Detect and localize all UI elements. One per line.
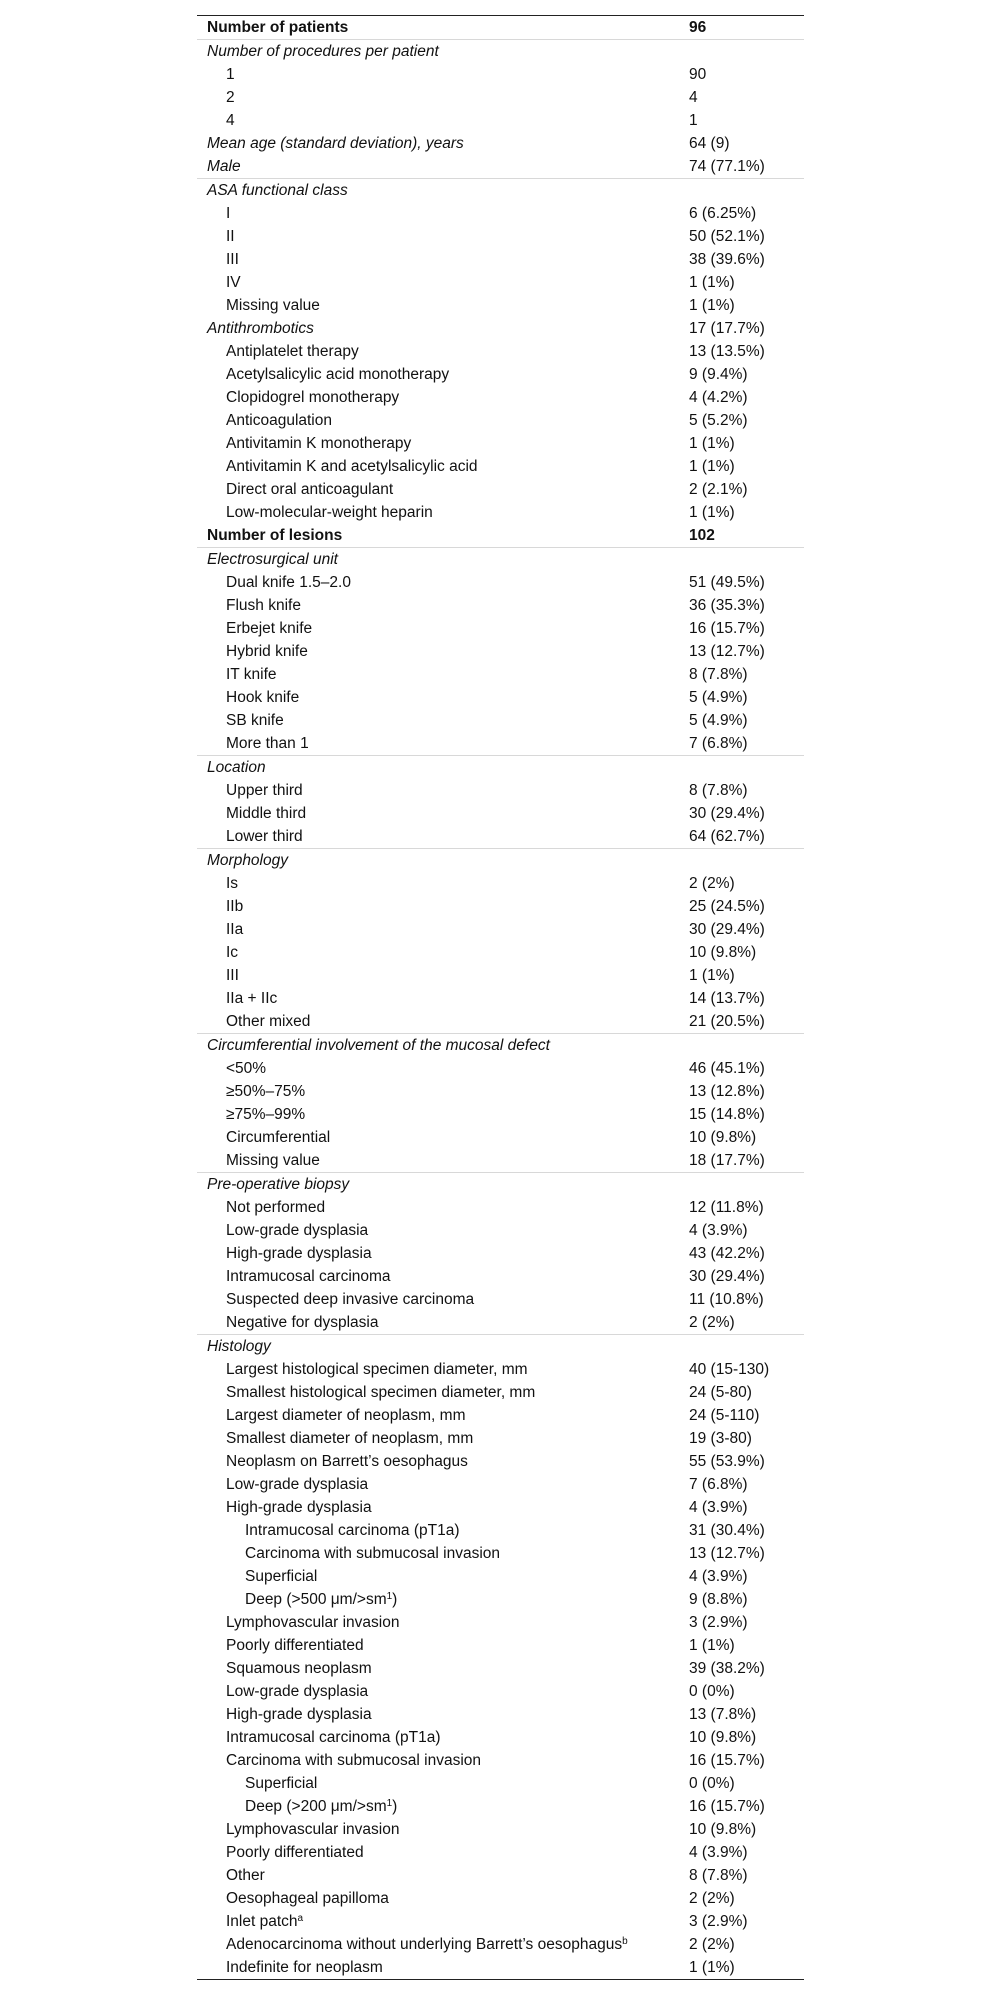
table-row [197, 872, 804, 895]
row-value: 1 (1%) [689, 435, 735, 452]
table-row [197, 1519, 804, 1542]
table-row [197, 848, 804, 872]
row-value: 3 (2.9%) [689, 1913, 748, 1930]
row-label: Poorly differentiated [226, 1637, 364, 1654]
table-row [197, 317, 804, 340]
row-label: Suspected deep invasive carcinoma [226, 1291, 475, 1308]
row-value: 1 (1%) [689, 274, 735, 291]
table-row [197, 709, 804, 732]
table-row [197, 1565, 804, 1588]
row-label: Missing value [226, 1152, 320, 1169]
table-row [197, 1634, 804, 1657]
table-row [197, 178, 804, 202]
row-value: 15 (14.8%) [689, 1106, 765, 1123]
table-row [197, 640, 804, 663]
table-row [197, 524, 804, 547]
row-value: 21 (20.5%) [689, 1013, 765, 1030]
table-row [197, 1057, 804, 1080]
row-label: IV [226, 274, 241, 291]
row-label: Intramucosal carcinoma [226, 1268, 391, 1285]
table-row [197, 732, 804, 755]
row-label: Ic [226, 944, 239, 961]
table-row [197, 39, 804, 63]
table-row [197, 663, 804, 686]
table-row [197, 571, 804, 594]
table-row [197, 1473, 804, 1496]
row-value: 43 (42.2%) [689, 1245, 765, 1262]
row-value: 96 [689, 19, 707, 36]
row-label: High-grade dysplasia [226, 1499, 372, 1516]
row-value: 1 (1%) [689, 504, 735, 521]
table-row [197, 1841, 804, 1864]
table-row [197, 1496, 804, 1519]
row-label: ≥50%–75% [226, 1083, 306, 1100]
table-row [197, 941, 804, 964]
row-value: 19 (3-80) [689, 1430, 752, 1447]
table-row [197, 547, 804, 571]
table-row [197, 1381, 804, 1404]
row-value: 38 (39.6%) [689, 251, 765, 268]
row-value: 2 (2%) [689, 1936, 735, 1953]
table-row [197, 1680, 804, 1703]
row-label: Superficial [245, 1775, 318, 1792]
row-label: Direct oral anticoagulant [226, 481, 394, 498]
row-value: 5 (5.2%) [689, 412, 748, 429]
table-row [197, 1864, 804, 1887]
table-row [197, 363, 804, 386]
row-label: III [226, 967, 239, 984]
table-row [197, 1910, 804, 1933]
row-label: Hook knife [226, 689, 300, 706]
row-label: Intramucosal carcinoma (pT1a) [245, 1522, 460, 1539]
row-label: Largest diameter of neoplasm, mm [226, 1407, 466, 1424]
row-value: 18 (17.7%) [689, 1152, 765, 1169]
table-row [197, 1450, 804, 1473]
row-label: Superficial [245, 1568, 318, 1585]
row-label: Antithrombotics [207, 320, 314, 337]
row-value: 74 (77.1%) [689, 158, 765, 175]
row-label: IIa [226, 921, 244, 938]
row-label: Middle third [226, 805, 307, 822]
row-value: 17 (17.7%) [689, 320, 765, 337]
row-value: 6 (6.25%) [689, 205, 757, 222]
table-row [197, 1749, 804, 1772]
row-value: 2 (2%) [689, 875, 735, 892]
row-value: 4 [689, 89, 698, 106]
row-label: Other [226, 1867, 265, 1884]
table-row [197, 86, 804, 109]
row-label: Low-grade dysplasia [226, 1222, 369, 1239]
row-label: Smallest histological specimen diameter, mm [226, 1384, 536, 1401]
row-value: 13 (12.7%) [689, 1545, 765, 1562]
row-value: 16 (15.7%) [689, 620, 765, 637]
row-value: 25 (24.5%) [689, 898, 765, 915]
table-row [197, 964, 804, 987]
table-row [197, 918, 804, 941]
row-label: 4 [226, 112, 235, 129]
row-value: 10 (9.8%) [689, 1821, 757, 1838]
table-row [197, 1080, 804, 1103]
row-label: Carcinoma with submucosal invasion [226, 1752, 482, 1769]
row-label: Location [207, 759, 266, 776]
table-row [197, 1010, 804, 1033]
row-value: 0 (0%) [689, 1683, 735, 1700]
row-label: More than 1 [226, 735, 309, 752]
row-label: Missing value [226, 297, 320, 314]
table-row [197, 1611, 804, 1634]
table-row [197, 63, 804, 86]
table-row [197, 1887, 804, 1910]
row-value: 4 (3.9%) [689, 1222, 748, 1239]
table-row [197, 455, 804, 478]
table-row [197, 1427, 804, 1450]
table-row [197, 1126, 804, 1149]
row-value: 24 (5-110) [689, 1407, 760, 1424]
row-label: II [226, 228, 235, 245]
row-label: Hybrid knife [226, 643, 308, 660]
row-value: 3 (2.9%) [689, 1614, 748, 1631]
row-value: 31 (30.4%) [689, 1522, 765, 1539]
row-value: 90 [689, 66, 707, 83]
row-value: 4 (4.2%) [689, 389, 748, 406]
row-label: ASA functional class [207, 182, 348, 199]
row-value: 9 (9.4%) [689, 366, 748, 383]
row-value: 64 (9) [689, 135, 730, 152]
row-label: Dual knife 1.5–2.0 [226, 574, 351, 591]
row-value: 13 (13.5%) [689, 343, 765, 360]
row-value: 2 (2.1%) [689, 481, 748, 498]
row-value: 13 (12.8%) [689, 1083, 765, 1100]
table-row [197, 779, 804, 802]
row-label: Squamous neoplasm [226, 1660, 372, 1677]
row-label: Carcinoma with submucosal invasion [245, 1545, 501, 1562]
row-label: Morphology [207, 852, 288, 869]
row-value: 16 (15.7%) [689, 1752, 765, 1769]
row-value: 7 (6.8%) [689, 735, 748, 752]
table-row [197, 1542, 804, 1565]
row-label: Mean age (standard deviation), years [207, 135, 464, 152]
row-label: Antiplatelet therapy [226, 343, 359, 360]
table-row [197, 409, 804, 432]
table-row [197, 825, 804, 848]
table-row [197, 1334, 804, 1358]
row-value: 13 (7.8%) [689, 1706, 757, 1723]
row-label: Antivitamin K monotherapy [226, 435, 412, 452]
row-value: 1 (1%) [689, 297, 735, 314]
table-row [197, 294, 804, 317]
table-row [197, 132, 804, 155]
row-value: 10 (9.8%) [689, 1129, 757, 1146]
table-row [197, 617, 804, 640]
row-value: 2 (2%) [689, 1314, 735, 1331]
row-value: 1 (1%) [689, 458, 735, 475]
row-label: III [226, 251, 239, 268]
row-label: Circumferential [226, 1129, 331, 1146]
row-label: Number of lesions [207, 527, 343, 544]
row-label: High-grade dysplasia [226, 1706, 372, 1723]
table-row [197, 1103, 804, 1126]
table-row [197, 1818, 804, 1841]
row-label: Low-grade dysplasia [226, 1476, 369, 1493]
row-value: 4 (3.9%) [689, 1844, 748, 1861]
footnote-marker: 1 [386, 1798, 393, 1809]
row-label: IIb [226, 898, 244, 915]
row-label: Lower third [226, 828, 303, 845]
row-value: 30 (29.4%) [689, 921, 765, 938]
row-value: 10 (9.8%) [689, 1729, 757, 1746]
table-row [197, 1404, 804, 1427]
table-row [197, 1657, 804, 1680]
table-row [197, 271, 804, 294]
table-row [197, 1219, 804, 1242]
row-label: Deep (>200 $\mu m/>sm^1$) [245, 1798, 398, 1815]
row-label: Acetylsalicylic acid monotherapy [226, 366, 450, 383]
row-value: 30 (29.4%) [689, 1268, 765, 1285]
row-label: Male [207, 158, 241, 175]
row-label: ≥75%–99% [226, 1106, 306, 1123]
row-label: Is [226, 875, 239, 892]
table-row [197, 1242, 804, 1265]
row-value: 10 (9.8%) [689, 944, 757, 961]
table-row [197, 1172, 804, 1196]
row-value: 8 (7.8%) [689, 782, 748, 799]
row-value: 7 (6.8%) [689, 1476, 748, 1493]
row-label: Intramucosal carcinoma (pT1a) [226, 1729, 441, 1746]
row-label: IIa + IIc [226, 990, 278, 1007]
table-row [197, 802, 804, 825]
row-label: Number of procedures per patient [207, 43, 439, 60]
table-row [197, 594, 804, 617]
table-row [197, 686, 804, 709]
table-row [197, 895, 804, 918]
row-label: 1 [226, 66, 235, 83]
row-value: 39 (38.2%) [689, 1660, 765, 1677]
row-label: I [226, 205, 231, 222]
row-value: 4 (3.9%) [689, 1499, 748, 1516]
row-value: 1 (1%) [689, 1637, 735, 1654]
table-row [197, 202, 804, 225]
row-value: 16 (15.7%) [689, 1798, 765, 1815]
row-label: Number of patients [207, 19, 349, 36]
row-label: IT knife [226, 666, 277, 683]
table-row [197, 1288, 804, 1311]
table-row [197, 1358, 804, 1381]
row-label: Not performed [226, 1199, 326, 1216]
row-label: Lymphovascular invasion [226, 1614, 400, 1631]
table-row [197, 16, 804, 39]
row-label: Neoplasm on Barrett’s oesophagus [226, 1453, 468, 1470]
row-label: <50% [226, 1060, 267, 1077]
table-row [197, 340, 804, 363]
row-label: Largest histological specimen diameter, mm [226, 1361, 528, 1378]
row-value: 14 (13.7%) [689, 990, 765, 1007]
row-value: 24 (5-80) [689, 1384, 752, 1401]
row-label: Other mixed [226, 1013, 311, 1030]
row-label: Oesophageal papilloma [226, 1890, 389, 1907]
row-label: Clopidogrel monotherapy [226, 389, 400, 406]
row-value: 55 (53.9%) [689, 1453, 765, 1470]
row-value: 1 [689, 112, 698, 129]
row-label: High-grade dysplasia [226, 1245, 372, 1262]
row-value: 51 (49.5%) [689, 574, 765, 591]
row-value: 11 (10.8%) [689, 1291, 764, 1308]
row-value: 30 (29.4%) [689, 805, 765, 822]
row-label: Anticoagulation [226, 412, 332, 429]
row-label: Smallest diameter of neoplasm, mm [226, 1430, 474, 1447]
row-label: Flush knife [226, 597, 301, 614]
table-row [197, 1265, 804, 1288]
row-label: 2 [226, 89, 235, 106]
table-row [197, 1703, 804, 1726]
row-label: Lymphovascular invasion [226, 1821, 400, 1838]
row-value: 0 (0%) [689, 1775, 735, 1792]
table-row [197, 1033, 804, 1057]
table-row [197, 155, 804, 178]
row-value: 1 (1%) [689, 1959, 735, 1976]
table-row [197, 432, 804, 455]
row-label: Inlet patch$^a$ [226, 1913, 304, 1930]
row-value: 4 (3.9%) [689, 1568, 748, 1585]
table-row [197, 987, 804, 1010]
row-label: Circumferential involvement of the mucosal defect [207, 1037, 550, 1054]
row-value: 50 (52.1%) [689, 228, 765, 245]
row-label: Poorly differentiated [226, 1844, 364, 1861]
row-value: 13 (12.7%) [689, 643, 765, 660]
row-label: Histology [207, 1338, 271, 1355]
row-label: Electrosurgical unit [207, 551, 338, 568]
row-label: Adenocarcinoma without underlying Barrett’s oesophagus$^b$ [226, 1936, 628, 1953]
footnote-marker: a [297, 1913, 304, 1924]
row-value: 1 (1%) [689, 967, 735, 984]
table-row [197, 501, 804, 524]
row-value: 9 (8.8%) [689, 1591, 748, 1608]
table-row [197, 225, 804, 248]
row-value: 64 (62.7%) [689, 828, 765, 845]
row-label: Low-grade dysplasia [226, 1683, 369, 1700]
table-row [197, 1311, 804, 1334]
row-label: Pre-operative biopsy [207, 1176, 350, 1193]
table-row [197, 109, 804, 132]
table-row [197, 1149, 804, 1172]
row-value: 102 [689, 527, 715, 544]
table-row [197, 1956, 804, 1979]
row-value: 2 (2%) [689, 1890, 735, 1907]
row-label: Low-molecular-weight heparin [226, 504, 433, 521]
row-label: Erbejet knife [226, 620, 313, 637]
row-label: SB knife [226, 712, 284, 729]
table-row [197, 755, 804, 779]
row-label: Deep (>500 $\mu m/>sm^1$) [245, 1591, 398, 1608]
patient-characteristics-table [197, 15, 804, 1980]
row-value: 46 (45.1%) [689, 1060, 765, 1077]
row-value: 36 (35.3%) [689, 597, 765, 614]
table-row [197, 1933, 804, 1956]
row-value: 8 (7.8%) [689, 666, 748, 683]
footnote-marker: b [622, 1936, 628, 1947]
row-value: 5 (4.9%) [689, 712, 748, 729]
row-label: Upper third [226, 782, 303, 799]
table-row [197, 1795, 804, 1818]
row-value: 12 (11.8%) [689, 1199, 764, 1216]
footnote-marker: 1 [386, 1591, 393, 1602]
table-row [197, 1726, 804, 1749]
row-value: 5 (4.9%) [689, 689, 748, 706]
row-label: Indefinite for neoplasm [226, 1959, 383, 1976]
row-label: Antivitamin K and acetylsalicylic acid [226, 458, 478, 475]
table-row [197, 248, 804, 271]
table-row [197, 1772, 804, 1795]
row-value: 40 (15-130) [689, 1361, 770, 1378]
table-row [197, 386, 804, 409]
table-row [197, 478, 804, 501]
row-label: Negative for dysplasia [226, 1314, 379, 1331]
row-value: 8 (7.8%) [689, 1867, 748, 1884]
table-row [197, 1196, 804, 1219]
table-row [197, 1588, 804, 1611]
